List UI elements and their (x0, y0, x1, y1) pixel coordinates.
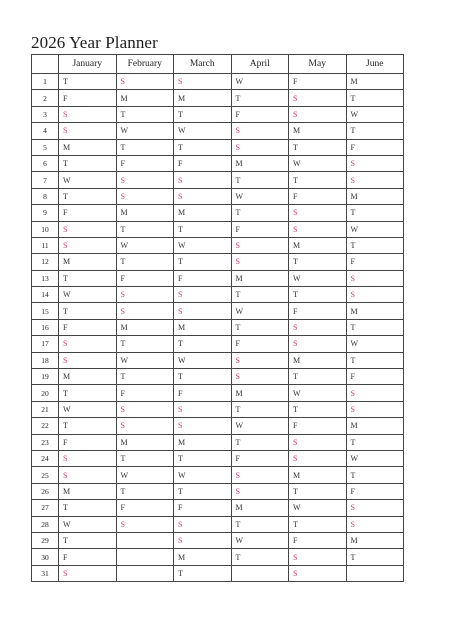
day-row (32, 565, 404, 581)
month-header-march: March (174, 55, 232, 74)
day-cell-january[interactable]: T (59, 303, 117, 319)
day-cell-february[interactable]: T (116, 106, 174, 122)
day-row (32, 500, 404, 516)
day-cell-may[interactable]: W (289, 270, 347, 286)
day-cell-june[interactable]: F (346, 369, 404, 385)
day-cell-april[interactable]: S (231, 139, 289, 155)
day-cell-may[interactable]: W (289, 155, 347, 171)
day-cell-january[interactable]: F (59, 319, 117, 335)
day-cell-june[interactable]: W (346, 221, 404, 237)
day-cell-february[interactable]: W (116, 123, 174, 139)
planner-table (31, 54, 404, 582)
day-row (32, 467, 404, 483)
day-cell-april[interactable]: T (231, 287, 289, 303)
day-cell-january[interactable]: S (59, 123, 117, 139)
day-cell-march[interactable]: F (174, 270, 232, 286)
day-cell-may[interactable]: M (289, 123, 347, 139)
day-row (32, 352, 404, 368)
day-cell-february[interactable]: F (116, 500, 174, 516)
day-cell-january[interactable]: S (59, 221, 117, 237)
day-cell-march[interactable]: T (174, 221, 232, 237)
day-row (32, 434, 404, 450)
day-cell-march[interactable]: T (174, 254, 232, 270)
day-cell-january[interactable]: T (59, 385, 117, 401)
day-cell-april[interactable]: S (231, 369, 289, 385)
day-number: 13 (32, 270, 59, 286)
day-cell-april[interactable]: T (231, 319, 289, 335)
day-cell-january[interactable]: T (59, 74, 117, 90)
day-cell-april[interactable]: M (231, 500, 289, 516)
day-number: 15 (32, 303, 59, 319)
day-number: 4 (32, 123, 59, 139)
day-cell-march[interactable]: S (174, 532, 232, 548)
day-cell-may[interactable]: S (289, 90, 347, 106)
day-cell-april[interactable]: W (231, 418, 289, 434)
day-cell-april[interactable]: S (231, 483, 289, 499)
day-row (32, 303, 404, 319)
day-cell-march[interactable]: W (174, 467, 232, 483)
day-cell-june[interactable]: S (346, 270, 404, 286)
day-row (32, 205, 404, 221)
day-cell-may[interactable]: S (289, 205, 347, 221)
day-number: 19 (32, 369, 59, 385)
day-cell-may[interactable]: M (289, 352, 347, 368)
day-cell-april[interactable]: F (231, 336, 289, 352)
day-number: 18 (32, 352, 59, 368)
day-cell-may[interactable]: S (289, 549, 347, 565)
day-cell-january[interactable]: S (59, 237, 117, 253)
day-cell-march[interactable]: W (174, 237, 232, 253)
day-number: 30 (32, 549, 59, 565)
day-cell-january[interactable]: W (59, 516, 117, 532)
day-cell-may[interactable]: M (289, 237, 347, 253)
day-cell-february[interactable]: F (116, 385, 174, 401)
day-cell-march[interactable]: M (174, 205, 232, 221)
day-cell-february[interactable]: F (116, 155, 174, 171)
day-cell-february[interactable]: T (116, 483, 174, 499)
day-cell-january[interactable]: W (59, 401, 117, 417)
day-cell-january[interactable]: S (59, 352, 117, 368)
day-cell-january[interactable]: S (59, 336, 117, 352)
day-cell-january[interactable]: T (59, 270, 117, 286)
day-cell-april[interactable] (231, 565, 289, 581)
day-row (32, 450, 404, 466)
day-number: 26 (32, 483, 59, 499)
day-cell-january[interactable]: M (59, 483, 117, 499)
day-cell-march[interactable]: T (174, 483, 232, 499)
day-cell-march[interactable]: F (174, 385, 232, 401)
day-cell-february[interactable]: M (116, 90, 174, 106)
day-cell-march[interactable]: T (174, 336, 232, 352)
day-number: 12 (32, 254, 59, 270)
day-cell-april[interactable]: T (231, 434, 289, 450)
day-cell-february[interactable] (116, 549, 174, 565)
day-cell-april[interactable]: S (231, 352, 289, 368)
day-cell-february[interactable]: T (116, 254, 174, 270)
day-row (32, 106, 404, 122)
day-number: 1 (32, 74, 59, 90)
month-header-may: May (289, 55, 347, 74)
day-cell-february[interactable]: T (116, 450, 174, 466)
day-cell-june[interactable]: M (346, 188, 404, 204)
day-cell-april[interactable]: F (231, 106, 289, 122)
day-cell-june[interactable]: F (346, 139, 404, 155)
day-number: 25 (32, 467, 59, 483)
day-cell-march[interactable]: S (174, 401, 232, 417)
day-row (32, 401, 404, 417)
day-cell-may[interactable]: S (289, 565, 347, 581)
day-cell-february[interactable]: S (116, 418, 174, 434)
day-number: 9 (32, 205, 59, 221)
day-cell-may[interactable]: W (289, 500, 347, 516)
day-number: 31 (32, 565, 59, 581)
day-cell-april[interactable]: T (231, 401, 289, 417)
day-cell-may[interactable]: M (289, 467, 347, 483)
day-cell-march[interactable]: F (174, 155, 232, 171)
header-row (32, 55, 404, 74)
day-cell-may[interactable]: T (289, 139, 347, 155)
day-cell-may[interactable]: T (289, 516, 347, 532)
day-cell-march[interactable]: S (174, 303, 232, 319)
day-cell-may[interactable]: F (289, 188, 347, 204)
day-row (32, 139, 404, 155)
day-cell-may[interactable]: S (289, 106, 347, 122)
day-cell-may[interactable]: T (289, 254, 347, 270)
day-cell-january[interactable]: M (59, 254, 117, 270)
day-cell-february[interactable]: M (116, 205, 174, 221)
day-cell-march[interactable]: T (174, 106, 232, 122)
day-cell-april[interactable]: T (231, 516, 289, 532)
day-cell-january[interactable]: S (59, 450, 117, 466)
month-header-april: April (231, 55, 289, 74)
day-number: 17 (32, 336, 59, 352)
day-cell-march[interactable]: W (174, 123, 232, 139)
day-cell-april[interactable]: S (231, 254, 289, 270)
day-row (32, 155, 404, 171)
day-cell-february[interactable]: W (116, 237, 174, 253)
day-cell-april[interactable]: S (231, 123, 289, 139)
day-number: 24 (32, 450, 59, 466)
day-row (32, 188, 404, 204)
day-cell-june[interactable]: M (346, 74, 404, 90)
day-cell-january[interactable]: F (59, 205, 117, 221)
day-number: 27 (32, 500, 59, 516)
day-row (32, 270, 404, 286)
month-header-february: February (116, 55, 174, 74)
day-number: 20 (32, 385, 59, 401)
day-cell-june[interactable]: S (346, 401, 404, 417)
day-row (32, 90, 404, 106)
day-cell-march[interactable]: S (174, 516, 232, 532)
day-row (32, 172, 404, 188)
day-cell-june[interactable] (346, 565, 404, 581)
day-cell-april[interactable]: T (231, 205, 289, 221)
day-row (32, 418, 404, 434)
day-cell-march[interactable]: W (174, 352, 232, 368)
day-row (32, 237, 404, 253)
day-cell-january[interactable]: S (59, 106, 117, 122)
day-row (32, 221, 404, 237)
day-cell-may[interactable]: T (289, 483, 347, 499)
day-cell-june[interactable]: T (346, 352, 404, 368)
day-number: 28 (32, 516, 59, 532)
day-number: 23 (32, 434, 59, 450)
day-cell-february[interactable]: S (116, 188, 174, 204)
day-cell-march[interactable]: T (174, 565, 232, 581)
day-cell-april[interactable]: F (231, 221, 289, 237)
day-row (32, 532, 404, 548)
day-row (32, 483, 404, 499)
day-cell-may[interactable]: F (289, 74, 347, 90)
day-cell-march[interactable]: F (174, 500, 232, 516)
day-cell-june[interactable]: T (346, 434, 404, 450)
day-cell-june[interactable]: T (346, 549, 404, 565)
day-cell-march[interactable]: T (174, 450, 232, 466)
day-cell-may[interactable]: S (289, 221, 347, 237)
day-cell-may[interactable]: T (289, 401, 347, 417)
day-cell-june[interactable]: S (346, 287, 404, 303)
day-row (32, 369, 404, 385)
day-cell-may[interactable]: S (289, 336, 347, 352)
day-cell-february[interactable] (116, 565, 174, 581)
day-cell-may[interactable]: F (289, 418, 347, 434)
day-cell-june[interactable]: F (346, 254, 404, 270)
day-cell-april[interactable]: W (231, 74, 289, 90)
day-cell-june[interactable]: S (346, 500, 404, 516)
day-number: 5 (32, 139, 59, 155)
day-cell-january[interactable]: S (59, 565, 117, 581)
day-cell-june[interactable]: M (346, 532, 404, 548)
day-cell-june[interactable]: S (346, 155, 404, 171)
day-cell-february[interactable]: W (116, 467, 174, 483)
day-cell-february[interactable]: S (116, 516, 174, 532)
day-cell-april[interactable]: W (231, 188, 289, 204)
day-number: 16 (32, 319, 59, 335)
day-cell-january[interactable]: M (59, 369, 117, 385)
day-cell-june[interactable]: T (346, 205, 404, 221)
day-cell-january[interactable]: M (59, 139, 117, 155)
day-number: 2 (32, 90, 59, 106)
day-cell-february[interactable]: M (116, 434, 174, 450)
day-number: 3 (32, 106, 59, 122)
day-cell-may[interactable]: T (289, 172, 347, 188)
planner-body (32, 74, 404, 582)
day-cell-june[interactable]: T (346, 467, 404, 483)
day-cell-march[interactable]: M (174, 549, 232, 565)
day-number: 21 (32, 401, 59, 417)
day-cell-february[interactable]: T (116, 221, 174, 237)
day-cell-march[interactable]: M (174, 434, 232, 450)
day-cell-march[interactable]: S (174, 74, 232, 90)
day-cell-january[interactable]: F (59, 549, 117, 565)
day-cell-april[interactable]: S (231, 467, 289, 483)
day-cell-march[interactable]: S (174, 188, 232, 204)
day-row (32, 549, 404, 565)
day-number: 6 (32, 155, 59, 171)
day-cell-february[interactable]: W (116, 352, 174, 368)
day-cell-june[interactable]: W (346, 336, 404, 352)
day-cell-february[interactable]: F (116, 270, 174, 286)
day-cell-june[interactable]: T (346, 123, 404, 139)
month-header-january: January (59, 55, 117, 74)
day-row (32, 319, 404, 335)
day-number: 22 (32, 418, 59, 434)
day-cell-april[interactable]: M (231, 385, 289, 401)
day-cell-april[interactable]: T (231, 90, 289, 106)
day-cell-april[interactable]: T (231, 549, 289, 565)
day-cell-march[interactable]: M (174, 90, 232, 106)
day-cell-march[interactable]: S (174, 172, 232, 188)
day-number: 8 (32, 188, 59, 204)
day-cell-june[interactable]: F (346, 483, 404, 499)
day-row (32, 254, 404, 270)
day-cell-june[interactable]: W (346, 450, 404, 466)
day-cell-may[interactable]: S (289, 319, 347, 335)
day-cell-june[interactable]: T (346, 319, 404, 335)
day-cell-april[interactable]: T (231, 172, 289, 188)
header-corner (32, 55, 59, 74)
day-cell-january[interactable]: T (59, 188, 117, 204)
day-cell-june[interactable]: W (346, 106, 404, 122)
day-cell-february[interactable]: S (116, 74, 174, 90)
day-cell-april[interactable]: M (231, 155, 289, 171)
day-cell-january[interactable]: S (59, 467, 117, 483)
day-cell-january[interactable]: T (59, 500, 117, 516)
day-cell-april[interactable]: W (231, 303, 289, 319)
day-cell-june[interactable]: S (346, 385, 404, 401)
day-number: 29 (32, 532, 59, 548)
page-title: 2026 Year Planner (31, 33, 158, 52)
day-cell-april[interactable]: M (231, 270, 289, 286)
day-cell-february[interactable]: S (116, 303, 174, 319)
day-cell-may[interactable]: W (289, 385, 347, 401)
day-row (32, 123, 404, 139)
day-number: 7 (32, 172, 59, 188)
day-cell-april[interactable]: S (231, 237, 289, 253)
day-cell-march[interactable]: T (174, 369, 232, 385)
day-number: 10 (32, 221, 59, 237)
month-header-june: June (346, 55, 404, 74)
day-row (32, 516, 404, 532)
day-cell-june[interactable]: M (346, 418, 404, 434)
day-cell-february[interactable]: S (116, 287, 174, 303)
day-cell-january[interactable]: F (59, 90, 117, 106)
day-cell-march[interactable]: S (174, 418, 232, 434)
day-row (32, 336, 404, 352)
day-cell-march[interactable]: T (174, 139, 232, 155)
day-cell-april[interactable]: W (231, 532, 289, 548)
day-cell-june[interactable]: T (346, 237, 404, 253)
day-row (32, 385, 404, 401)
day-cell-march[interactable]: S (174, 287, 232, 303)
day-cell-january[interactable]: T (59, 418, 117, 434)
day-cell-june[interactable]: M (346, 303, 404, 319)
day-cell-february[interactable]: M (116, 319, 174, 335)
day-row (32, 74, 404, 90)
day-cell-february[interactable]: T (116, 369, 174, 385)
day-cell-january[interactable]: T (59, 155, 117, 171)
day-cell-january[interactable]: W (59, 287, 117, 303)
day-row (32, 287, 404, 303)
day-cell-may[interactable]: S (289, 450, 347, 466)
day-cell-june[interactable]: S (346, 172, 404, 188)
day-cell-february[interactable]: T (116, 139, 174, 155)
day-cell-january[interactable]: F (59, 434, 117, 450)
day-cell-april[interactable]: F (231, 450, 289, 466)
day-cell-may[interactable]: S (289, 434, 347, 450)
day-cell-february[interactable]: T (116, 336, 174, 352)
day-cell-march[interactable]: M (174, 319, 232, 335)
day-cell-may[interactable]: T (289, 369, 347, 385)
day-cell-february[interactable]: S (116, 401, 174, 417)
day-number: 14 (32, 287, 59, 303)
day-cell-may[interactable]: F (289, 303, 347, 319)
day-cell-january[interactable]: W (59, 172, 117, 188)
day-cell-january[interactable]: T (59, 532, 117, 548)
day-cell-june[interactable]: S (346, 516, 404, 532)
day-number: 11 (32, 237, 59, 253)
day-cell-february[interactable] (116, 532, 174, 548)
day-cell-may[interactable]: F (289, 532, 347, 548)
day-cell-february[interactable]: S (116, 172, 174, 188)
day-cell-may[interactable]: T (289, 287, 347, 303)
day-cell-june[interactable]: T (346, 90, 404, 106)
